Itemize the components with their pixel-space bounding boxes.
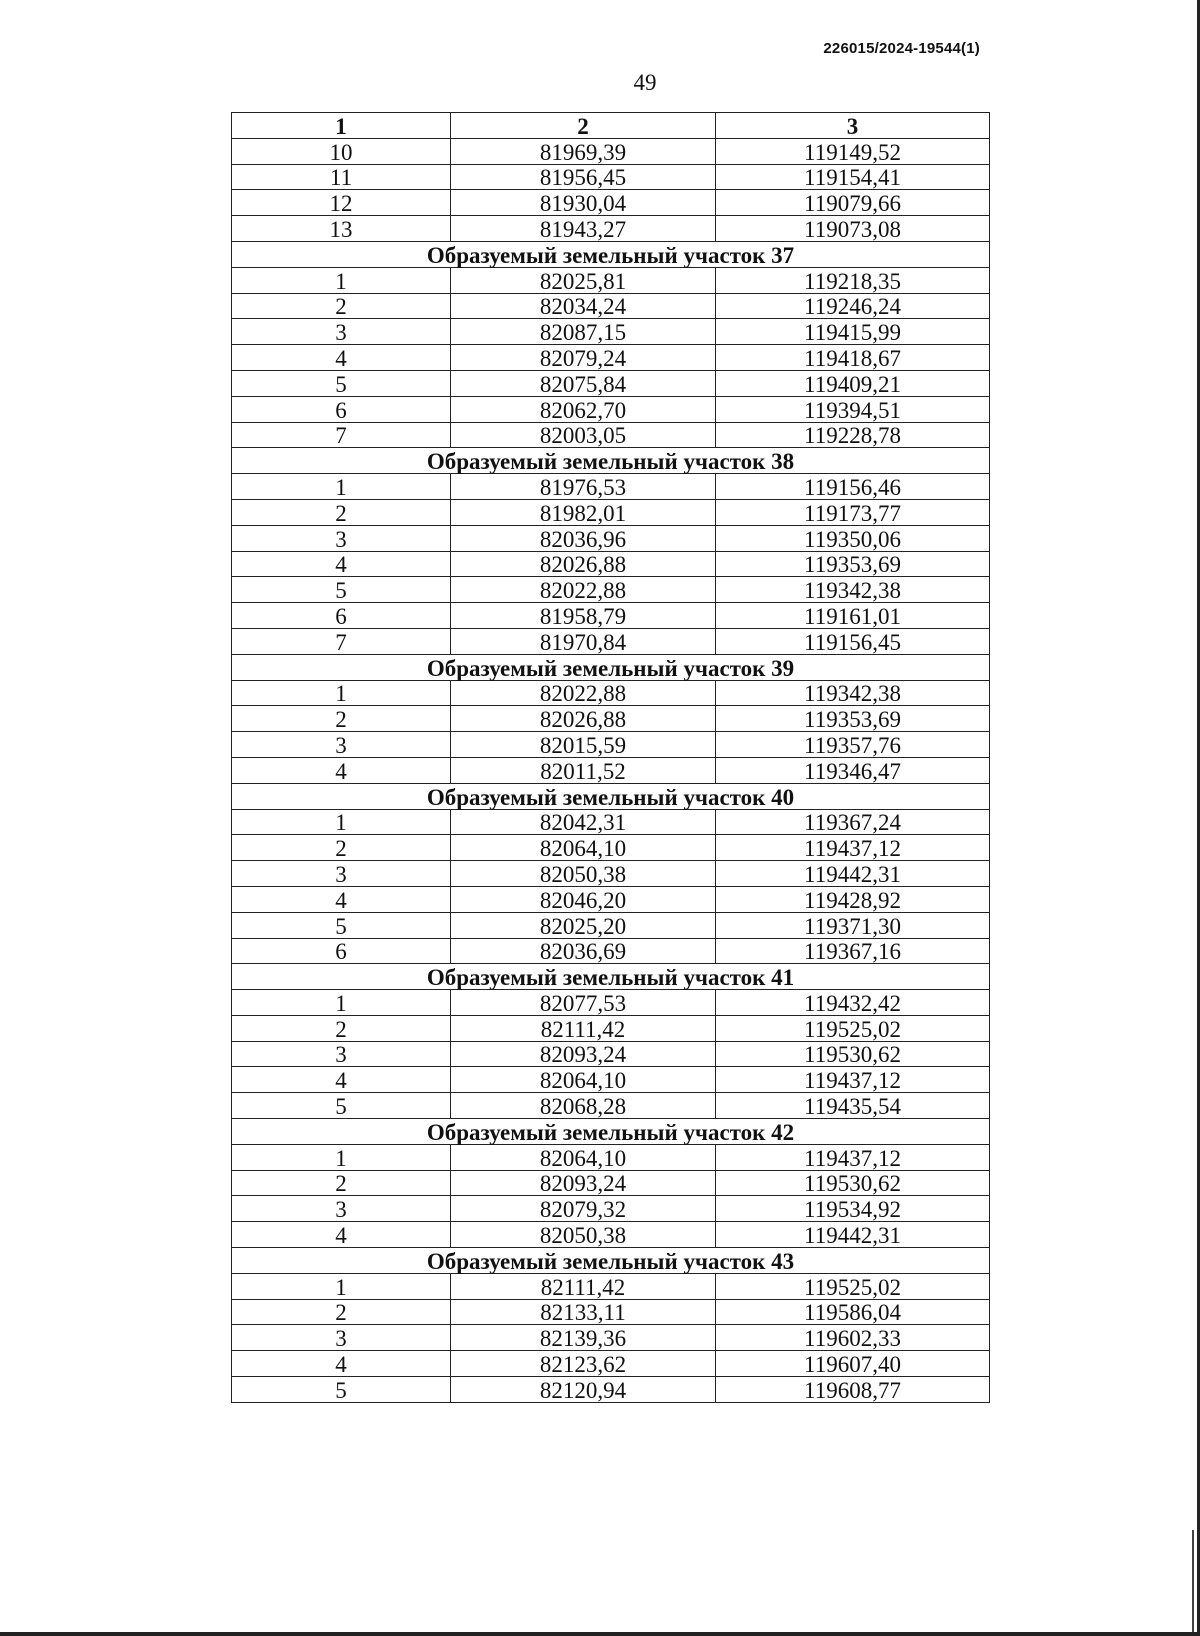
point-number-cell: 10 [232,138,451,164]
point-number-cell: 4 [232,886,451,912]
point-number-cell: 5 [232,1377,451,1403]
point-number-cell: 13 [232,216,451,242]
x-coordinate-cell: 82025,81 [451,267,716,293]
table-row [232,396,990,422]
point-number-cell: 1 [232,680,451,706]
x-coordinate-cell: 82133,11 [451,1299,716,1325]
y-coordinate-cell: 119357,76 [716,732,990,758]
x-coordinate-cell: 82034,24 [451,293,716,319]
table-row [232,1196,990,1222]
x-coordinate-cell: 82025,20 [451,912,716,938]
point-number-cell: 4 [232,1067,451,1093]
y-coordinate-cell: 119394,51 [716,396,990,422]
point-number-cell: 3 [232,319,451,345]
y-coordinate-cell: 119428,92 [716,886,990,912]
table-row [232,1299,990,1325]
section-title: Образуемый земельный участок 42 [232,1119,990,1145]
point-number-cell: 12 [232,190,451,216]
x-coordinate-cell: 82093,24 [451,1170,716,1196]
y-coordinate-cell: 119437,12 [716,1067,990,1093]
x-coordinate-cell: 82022,88 [451,577,716,603]
point-number-cell: 4 [232,345,451,371]
point-number-cell: 2 [232,1299,451,1325]
table-row [232,938,990,964]
section-row [232,654,990,680]
column-header-3: 3 [716,113,990,139]
point-number-cell: 3 [232,732,451,758]
y-coordinate-cell: 119432,42 [716,990,990,1016]
table-row [232,293,990,319]
table-row [232,370,990,396]
x-coordinate-cell: 81982,01 [451,499,716,525]
point-number-cell: 3 [232,861,451,887]
table-row [232,861,990,887]
point-number-cell: 4 [232,1222,451,1248]
x-coordinate-cell: 82087,15 [451,319,716,345]
y-coordinate-cell: 119525,02 [716,1273,990,1299]
table-row [232,345,990,371]
section-row [232,241,990,267]
table-row [232,164,990,190]
scan-edge-bottom [0,1632,1200,1636]
y-coordinate-cell: 119161,01 [716,603,990,629]
y-coordinate-cell: 119149,52 [716,138,990,164]
point-number-cell: 1 [232,474,451,500]
table-row [232,912,990,938]
point-number-cell: 6 [232,938,451,964]
point-number-cell: 1 [232,990,451,1016]
section-title: Образуемый земельный участок 37 [232,241,990,267]
table-row [232,680,990,706]
point-number-cell: 2 [232,499,451,525]
section-title: Образуемый земельный участок 41 [232,964,990,990]
point-number-cell: 5 [232,1093,451,1119]
table-header-row [232,113,990,139]
y-coordinate-cell: 119418,67 [716,345,990,371]
table-row [232,757,990,783]
y-coordinate-cell: 119073,08 [716,216,990,242]
x-coordinate-cell: 82050,38 [451,1222,716,1248]
y-coordinate-cell: 119442,31 [716,1222,990,1248]
table-row [232,732,990,758]
x-coordinate-cell: 82139,36 [451,1325,716,1351]
y-coordinate-cell: 119371,30 [716,912,990,938]
point-number-cell: 6 [232,603,451,629]
y-coordinate-cell: 119154,41 [716,164,990,190]
x-coordinate-cell: 82022,88 [451,680,716,706]
table-row [232,525,990,551]
section-title: Образуемый земельный участок 43 [232,1248,990,1274]
table-row [232,577,990,603]
y-coordinate-cell: 119079,66 [716,190,990,216]
point-number-cell: 2 [232,1170,451,1196]
column-header-2: 2 [451,113,716,139]
x-coordinate-cell: 82064,10 [451,1067,716,1093]
table-row [232,1144,990,1170]
x-coordinate-cell: 82111,42 [451,1015,716,1041]
y-coordinate-cell: 119353,69 [716,551,990,577]
point-number-cell: 3 [232,1325,451,1351]
point-number-cell: 4 [232,551,451,577]
y-coordinate-cell: 119530,62 [716,1041,990,1067]
x-coordinate-cell: 82036,69 [451,938,716,964]
table-row [232,886,990,912]
table-row [232,835,990,861]
section-title: Образуемый земельный участок 38 [232,448,990,474]
y-coordinate-cell: 119173,77 [716,499,990,525]
section-row [232,1119,990,1145]
y-coordinate-cell: 119442,31 [716,861,990,887]
x-coordinate-cell: 82093,24 [451,1041,716,1067]
point-number-cell: 2 [232,706,451,732]
point-number-cell: 7 [232,422,451,448]
y-coordinate-cell: 119525,02 [716,1015,990,1041]
point-number-cell: 6 [232,396,451,422]
x-coordinate-cell: 82079,24 [451,345,716,371]
x-coordinate-cell: 82026,88 [451,551,716,577]
y-coordinate-cell: 119156,45 [716,628,990,654]
y-coordinate-cell: 119409,21 [716,370,990,396]
point-number-cell: 2 [232,293,451,319]
y-coordinate-cell: 119353,69 [716,706,990,732]
section-row [232,1248,990,1274]
y-coordinate-cell: 119342,38 [716,680,990,706]
x-coordinate-cell: 82042,31 [451,809,716,835]
y-coordinate-cell: 119367,24 [716,809,990,835]
x-coordinate-cell: 82062,70 [451,396,716,422]
y-coordinate-cell: 119437,12 [716,1144,990,1170]
y-coordinate-cell: 119346,47 [716,757,990,783]
point-number-cell: 3 [232,1041,451,1067]
x-coordinate-cell: 82111,42 [451,1273,716,1299]
table-row [232,628,990,654]
table-row [232,1067,990,1093]
table-row [232,319,990,345]
x-coordinate-cell: 81930,04 [451,190,716,216]
x-coordinate-cell: 82120,94 [451,1377,716,1403]
table-row [232,1170,990,1196]
table-row [232,706,990,732]
x-coordinate-cell: 82026,88 [451,706,716,732]
x-coordinate-cell: 82123,62 [451,1351,716,1377]
table-row [232,1325,990,1351]
y-coordinate-cell: 119342,38 [716,577,990,603]
point-number-cell: 4 [232,757,451,783]
y-coordinate-cell: 119156,46 [716,474,990,500]
table-row [232,1377,990,1403]
y-coordinate-cell: 119608,77 [716,1377,990,1403]
section-title: Образуемый земельный участок 39 [232,654,990,680]
point-number-cell: 1 [232,1144,451,1170]
y-coordinate-cell: 119586,04 [716,1299,990,1325]
section-row [232,783,990,809]
point-number-cell: 3 [232,1196,451,1222]
table-row [232,1093,990,1119]
x-coordinate-cell: 82075,84 [451,370,716,396]
table-row [232,1041,990,1067]
table-row [232,603,990,629]
point-number-cell: 11 [232,164,451,190]
x-coordinate-cell: 81958,79 [451,603,716,629]
x-coordinate-cell: 82015,59 [451,732,716,758]
x-coordinate-cell: 81976,53 [451,474,716,500]
table-row [232,809,990,835]
x-coordinate-cell: 82064,10 [451,1144,716,1170]
point-number-cell: 2 [232,1015,451,1041]
y-coordinate-cell: 119246,24 [716,293,990,319]
table-row [232,190,990,216]
x-coordinate-cell: 81956,45 [451,164,716,190]
y-coordinate-cell: 119534,92 [716,1196,990,1222]
column-header-1: 1 [232,113,451,139]
point-number-cell: 1 [232,809,451,835]
point-number-cell: 2 [232,835,451,861]
x-coordinate-cell: 82064,10 [451,835,716,861]
y-coordinate-cell: 119435,54 [716,1093,990,1119]
x-coordinate-cell: 82011,52 [451,757,716,783]
document-id: 226015/2024-19544(1) [823,40,980,57]
point-number-cell: 3 [232,525,451,551]
point-number-cell: 7 [232,628,451,654]
y-coordinate-cell: 119350,06 [716,525,990,551]
point-number-cell: 5 [232,577,451,603]
x-coordinate-cell: 82077,53 [451,990,716,1016]
y-coordinate-cell: 119415,99 [716,319,990,345]
table-row [232,1351,990,1377]
x-coordinate-cell: 82068,28 [451,1093,716,1119]
y-coordinate-cell: 119437,12 [716,835,990,861]
table-row [232,216,990,242]
y-coordinate-cell: 119530,62 [716,1170,990,1196]
y-coordinate-cell: 119607,40 [716,1351,990,1377]
coordinates-table [231,112,990,1403]
section-row [232,448,990,474]
x-coordinate-cell: 82046,20 [451,886,716,912]
x-coordinate-cell: 81969,39 [451,138,716,164]
x-coordinate-cell: 82050,38 [451,861,716,887]
table-row [232,499,990,525]
table-row [232,1015,990,1041]
point-number-cell: 5 [232,912,451,938]
y-coordinate-cell: 119602,33 [716,1325,990,1351]
point-number-cell: 1 [232,267,451,293]
table-row [232,474,990,500]
table-row [232,990,990,1016]
point-number-cell: 5 [232,370,451,396]
y-coordinate-cell: 119367,16 [716,938,990,964]
scan-edge-mark [1192,1530,1194,1636]
x-coordinate-cell: 82079,32 [451,1196,716,1222]
table-row [232,138,990,164]
section-title: Образуемый земельный участок 40 [232,783,990,809]
table-row [232,422,990,448]
page-number: 49 [633,70,657,95]
x-coordinate-cell: 81970,84 [451,628,716,654]
section-row [232,964,990,990]
x-coordinate-cell: 82003,05 [451,422,716,448]
table-row [232,267,990,293]
point-number-cell: 1 [232,1273,451,1299]
table-row [232,1273,990,1299]
point-number-cell: 4 [232,1351,451,1377]
y-coordinate-cell: 119228,78 [716,422,990,448]
x-coordinate-cell: 82036,96 [451,525,716,551]
y-coordinate-cell: 119218,35 [716,267,990,293]
table-row [232,1222,990,1248]
table-row [232,551,990,577]
x-coordinate-cell: 81943,27 [451,216,716,242]
